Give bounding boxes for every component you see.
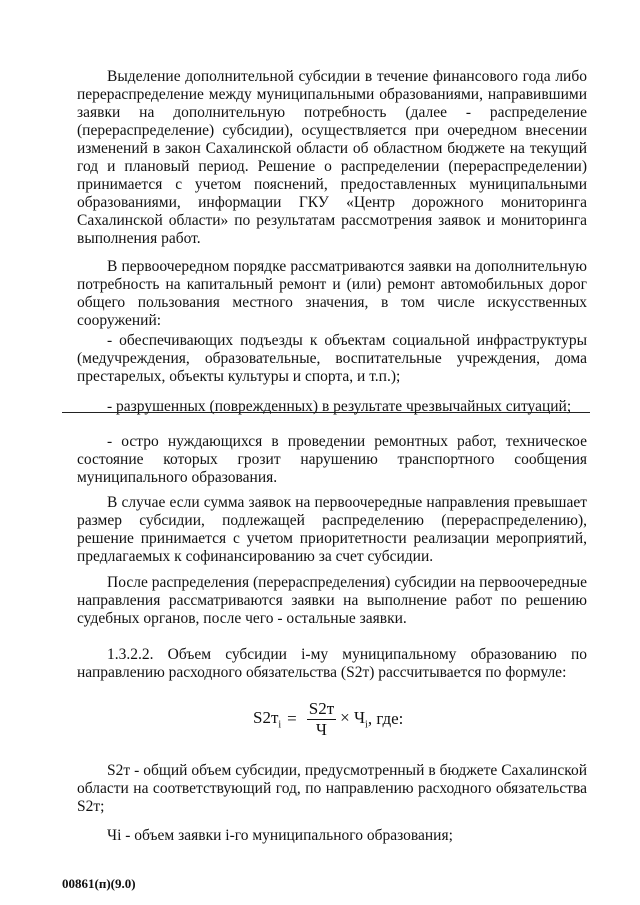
paragraph-urgent-repair: - остро нуждающихся в проведении ремонтных работ, техническое состояние которых грозит нарушению транспортного сообщения муниципального образования. [77,433,587,486]
formula-multiplier: × $Ч_i$ [340,707,368,731]
document-code: 00861(п)(9.0) [62,876,136,891]
formula-tail: , где: [367,709,404,728]
paragraph-after-distribution: После распределения (перераспределения) субсидии на первоочередные направления рассматриваются заявки на выполнение работ по решению судебных органов, после чего - остальные заявки. [77,574,587,627]
paragraph-chi-definition: Чi - объем заявки i-го муниципального образования; [107,827,453,844]
formula-numerator: S2т [308,698,335,718]
formula-fraction [307,699,336,740]
paragraph-emergency-damaged: - разрушенных (поврежденных) в результате чрезвычайных ситуаций; [107,398,572,415]
paragraph-priority-order: В первоочередном порядке рассматриваются заявки на дополнительную потребность на капитальный ремонт и (или) ремонт автомобильных дорог общего пользования местного значения, в том числе искусственных сооружений: [77,258,587,329]
paragraph-social-infrastructure: - обеспечивающих подъезды к объектам социальной инфраструктуры (медучреждения, образовательные, воспитательные учреждения, дома престарелых, объекты культуры и спорта, и т.п.); [77,332,587,385]
paragraph-subsidy-volume: 1.3.2.2. Объем субсидии i-му муниципальному образованию по направлению расходного обязательства (S2т) рассчитывается по формуле: [77,646,587,681]
formula-equals: = [287,709,297,728]
paragraph-additional-subsidy: Выделение дополнительной субсидии в течение финансового года либо перераспределение между муниципальными образованиями, направившими заявки на дополнительную потребность (далее - распределение (перераспределение) субсидии), осуществляется при очередном внесении изменений в закон Сахалинской области об областном бюджете на текущий год и плановый период. Решение о распределении (перераспределении) принимается с учетом пояснений, предоставленных муниципальными образованиями, информации ГКУ «Центр дорожного мониторинга Сахалинской области» по результатам рассмотрения заявок и мониторинга выполнения работ. [77,68,587,247]
strikethrough-line [62,412,590,413]
formula-denominator: Ч [315,719,327,739]
formula-lhs: $S2т_i$ [253,707,282,731]
paragraph-priority-exceeds: В случае если сумма заявок на первоочередные направления превышает размер субсидии, подлежащей распределению (перераспределению), решение принимается с учетом приоритетности реализации мероприятий, предлагаемых к софинансированию за счет субсидии. [77,494,587,565]
subsidy-formula [253,692,453,746]
paragraph-s2t-definition: S2т - общий объем субсидии, предусмотренный в бюджете Сахалинской области на соответствующий год, по направлению расходного обязательства S2т; [77,762,587,815]
